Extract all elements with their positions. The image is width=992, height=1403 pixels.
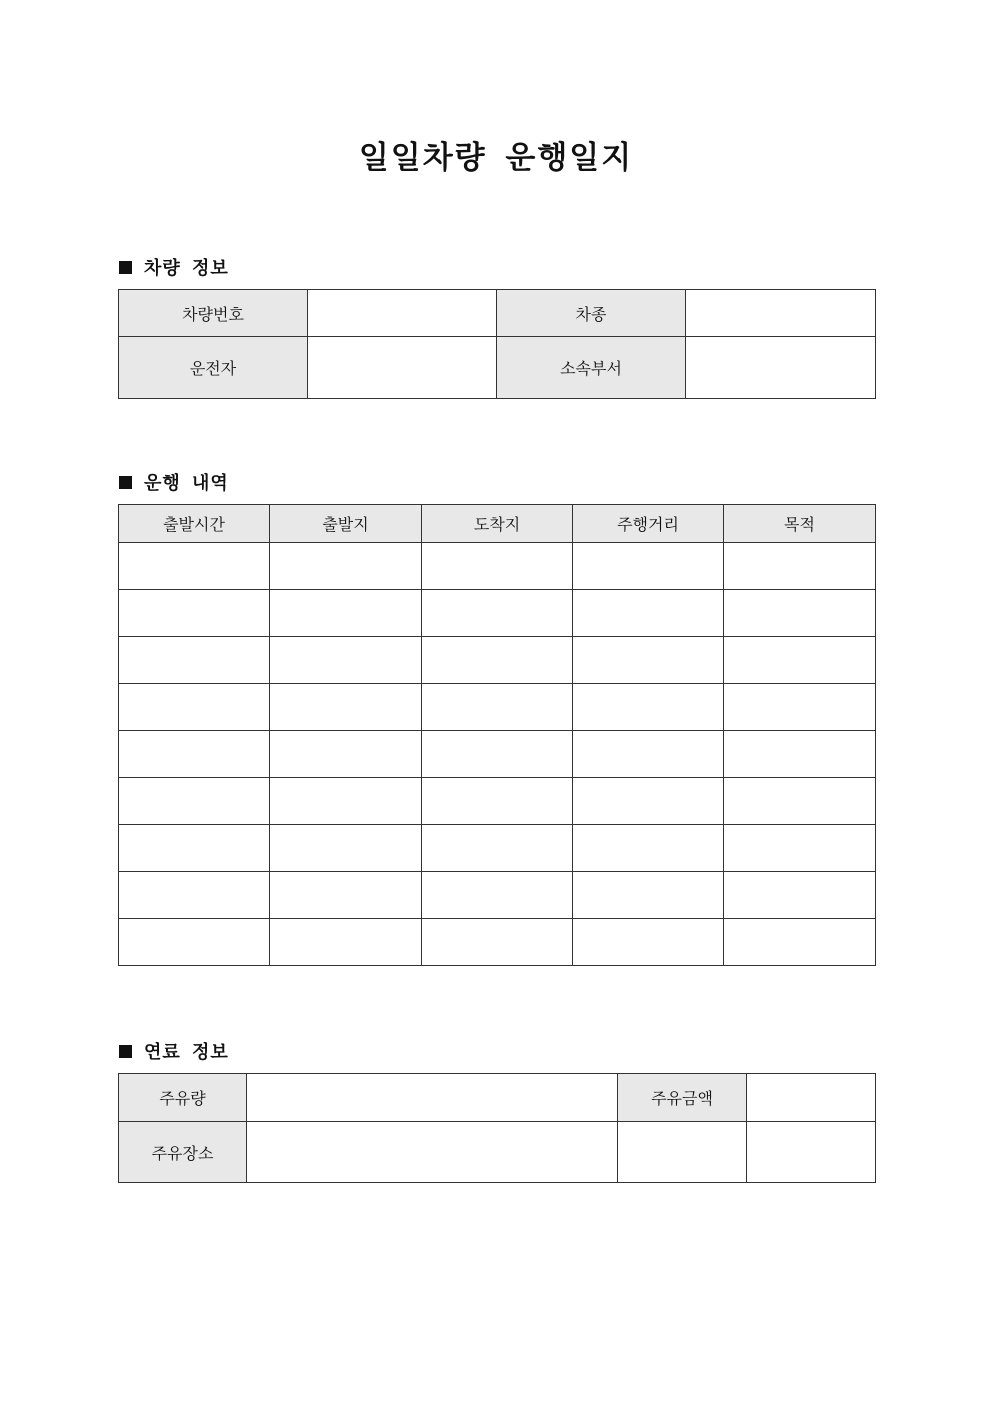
table-row [119,543,876,590]
table-cell[interactable] [119,684,270,731]
fuel-location-field[interactable] [247,1122,618,1183]
table-cell[interactable] [422,684,573,731]
table-row [119,1122,876,1183]
table-row [119,1074,876,1122]
table-cell[interactable] [573,872,724,919]
document-title: 일일차량 운행일지 [358,140,634,176]
table-cell[interactable] [422,825,573,872]
section-heading-text: 운행 내역 [144,473,229,494]
section-heading-vehicle [119,254,229,280]
department-field[interactable] [686,337,876,399]
table-cell[interactable] [573,825,724,872]
table-cell[interactable] [573,590,724,637]
table-cell[interactable] [119,825,270,872]
table-cell[interactable] [119,590,270,637]
table-cell[interactable] [422,778,573,825]
table-cell[interactable] [724,543,876,590]
column-header-purpose: 목적 [724,505,876,543]
vehicle-info-table [118,289,876,399]
table-cell[interactable] [119,919,270,966]
table-cell[interactable] [573,637,724,684]
table-cell[interactable] [573,919,724,966]
table-cell[interactable] [119,731,270,778]
vehicle-number-label: 차량번호 [119,290,308,337]
table-cell[interactable] [270,731,422,778]
section-heading-fuel [119,1038,229,1064]
fuel-location-label: 주유장소 [119,1122,247,1183]
vehicle-type-field[interactable] [686,290,876,337]
driver-field[interactable] [308,337,497,399]
column-header-departure-time: 출발시간 [119,505,270,543]
fuel-cost-field[interactable] [747,1074,876,1122]
square-bullet-icon [119,476,132,489]
fuel-info-table [118,1073,876,1183]
table-row [119,290,876,337]
table-row [119,872,876,919]
vehicle-number-field[interactable] [308,290,497,337]
table-row [119,731,876,778]
fuel-amount-label: 주유량 [119,1074,247,1122]
table-cell[interactable] [724,778,876,825]
table-cell[interactable] [573,684,724,731]
table-cell[interactable] [270,919,422,966]
table-header-row [119,505,876,543]
square-bullet-icon [119,261,132,274]
table-cell[interactable] [724,872,876,919]
table-cell[interactable] [422,872,573,919]
driver-label: 운전자 [119,337,308,399]
table-row [119,684,876,731]
table-cell[interactable] [422,919,573,966]
square-bullet-icon [119,1045,132,1058]
table-cell[interactable] [270,590,422,637]
table-cell[interactable] [573,543,724,590]
table-cell[interactable] [724,825,876,872]
section-heading-trips [119,469,229,495]
table-cell[interactable] [270,543,422,590]
table-cell[interactable] [422,543,573,590]
fuel-amount-field[interactable] [247,1074,618,1122]
table-cell[interactable] [573,778,724,825]
table-row [119,590,876,637]
table-cell[interactable] [270,637,422,684]
fuel-cost-label: 주유금액 [618,1074,747,1122]
table-cell[interactable] [724,684,876,731]
table-row [119,825,876,872]
table-row [119,778,876,825]
table-cell[interactable] [422,590,573,637]
trip-log-table [118,504,876,966]
section-heading-text: 차량 정보 [144,258,229,279]
table-cell[interactable] [724,590,876,637]
table-cell[interactable] [270,825,422,872]
table-cell[interactable] [270,684,422,731]
table-cell[interactable] [422,637,573,684]
department-label: 소속부서 [497,337,686,399]
table-cell[interactable] [119,637,270,684]
table-row [119,919,876,966]
table-cell[interactable] [270,778,422,825]
table-cell[interactable] [724,637,876,684]
table-cell[interactable] [119,872,270,919]
table-cell[interactable] [270,872,422,919]
table-row [119,637,876,684]
table-cell[interactable] [618,1122,747,1183]
table-cell[interactable] [422,731,573,778]
column-header-origin: 출발지 [270,505,422,543]
table-cell[interactable] [724,919,876,966]
section-heading-text: 연료 정보 [144,1042,229,1063]
table-cell[interactable] [724,731,876,778]
table-row [119,337,876,399]
column-header-destination: 도착지 [422,505,573,543]
column-header-distance: 주행거리 [573,505,724,543]
table-cell[interactable] [119,543,270,590]
vehicle-type-label: 차종 [497,290,686,337]
table-cell[interactable] [747,1122,876,1183]
table-cell[interactable] [573,731,724,778]
table-cell[interactable] [119,778,270,825]
